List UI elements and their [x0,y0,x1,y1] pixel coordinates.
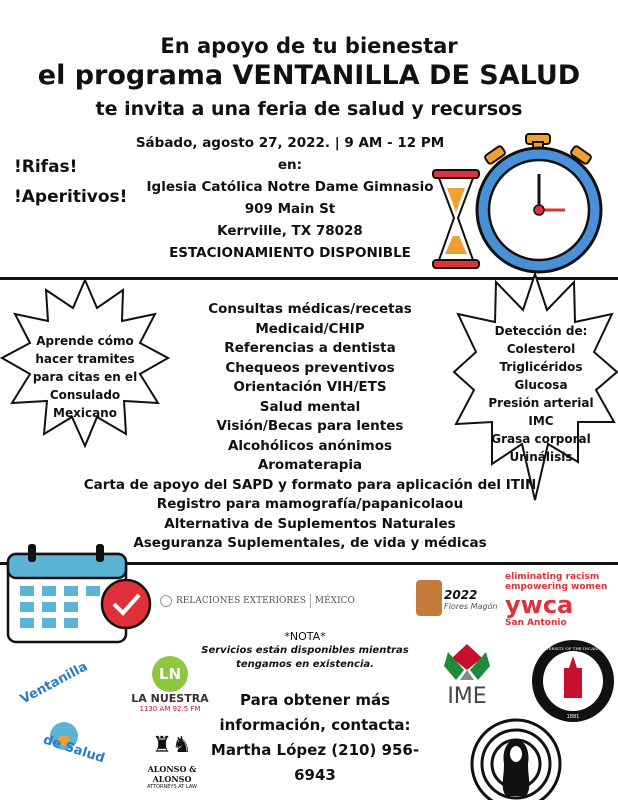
service-item: Aromaterapia [257,457,363,473]
alonso-name: ALONSO & ALONSO [147,764,197,784]
la-nuestra-name: LA NUESTRA [131,692,209,705]
clock-hourglass-illustration [425,132,615,280]
sre-text: RELACIONES EXTERIORES [176,596,306,606]
right-burst-line: Colesterol [506,342,576,356]
nota-title: *NOTA* [284,630,326,643]
event-parking: ESTACIONAMIENTO DISPONIBLE [169,245,411,261]
right-burst-line: Glucosa [514,378,568,392]
nota-line-2: tengamos en existencia. [236,659,374,670]
left-burst-line: Aprende cómo [36,334,134,348]
flores-year: 2022 [444,588,478,602]
ywca-wordmark: ywca [505,591,574,619]
event-date-time: Sábado, agosto 27, 2022. | 9 AM - 12 PM [135,135,445,151]
service-item: Registro para mamografía/papanicolaou [156,496,464,512]
ventanilla-text-2: de Salud [41,732,107,767]
service-item: Orientación VIH/ETS [233,379,387,395]
uiw-year: 1881 [566,714,580,720]
service-item: Salud mental [259,398,361,415]
event-address: 909 Main St [244,201,336,217]
service-item: Carta de apoyo del SAPD y formato para aplicación del ITIN [83,476,537,493]
stopwatch-icon [477,134,601,272]
portrait-icon [416,580,442,616]
event-city: Kerrville, TX 78028 [217,223,363,239]
calendar-check-icon [4,540,154,650]
alonso-sub: ATTORNEYS AT LAW [147,784,197,790]
left-burst-line: Consulado [49,388,121,402]
header-line-3: te invita a una feria de salud y recursos [95,98,523,120]
seal-icon [160,595,172,607]
right-burst-line: Grasa corporal [491,432,591,446]
virgin-rings-logo [466,704,566,800]
service-item: Referencias a dentista [224,340,396,356]
service-item: Chequeos preventivos [225,359,395,376]
left-burst-line: Mexicano [53,406,117,420]
nota-block [200,630,410,672]
ime-emblem [442,640,492,684]
header-line-1: En apoyo de tu bienestar [160,34,458,58]
header-title: el programa VENTANILLA DE SALUD [37,60,581,91]
sre-divider [310,594,311,608]
right-burst-line: IMC [528,414,554,428]
nota-line-1: Servicios están disponibles mientras [201,645,409,656]
chess-icon: ♜♞ [152,733,192,758]
sre-logo [160,590,370,612]
right-burst-line: Triglicéridos [499,360,583,374]
ventanilla-text-1: Ventanilla [18,659,91,708]
contact-block [195,688,435,788]
service-item: Alcohólicos anónimos [227,437,393,454]
service-item: Consultas médicas/recetas [208,301,412,317]
right-burst-line: Detección de: [494,324,588,338]
event-venue: Iglesia Católica Notre Dame Gimnasio [146,179,434,195]
flores-name: Flores Magón [444,602,498,611]
services-list [60,300,560,554]
rifas-text: !Rifas! [14,157,78,177]
contact-line-2: información, contacta: [219,716,411,734]
la-nuestra-freq: 1130 AM 92.5 FM [139,705,201,713]
uiw-name: UNIVERSITY OF THE INCARNATE WORD [537,646,609,656]
ime-text: IME [447,684,487,709]
contact-line-3: Martha López (210) 956-6943 [210,741,420,784]
left-burst-line: para citas en el [32,370,138,384]
flores-magon-logo [416,580,500,618]
service-item: Aseguranza Suplementales, de vida y médicas [133,535,487,551]
service-item: Visión/Becas para lentes [216,418,404,434]
left-burst-line: hacer tramites [35,352,135,366]
ln-icon: LN [152,656,188,692]
event-en: en: [277,157,303,173]
ywca-logo [505,572,615,628]
hourglass-icon [433,170,479,268]
ywca-tagline-1: eliminating racism [505,572,600,582]
right-burst-line: Urinálisis [509,450,573,464]
sre-mexico: MÉXICO [314,596,355,606]
ywca-city: San Antonio [505,618,567,628]
service-item: Medicaid/CHIP [255,320,365,337]
service-item: Alternativa de Suplementos Naturales [164,515,456,532]
aperitivos-text: !Aperitivos! [14,187,128,207]
right-burst-line: Presión arterial [488,396,594,410]
contact-line-1: Para obtener más [240,691,390,709]
ywca-tagline-2: empowering women [505,582,608,592]
extras [14,152,127,212]
